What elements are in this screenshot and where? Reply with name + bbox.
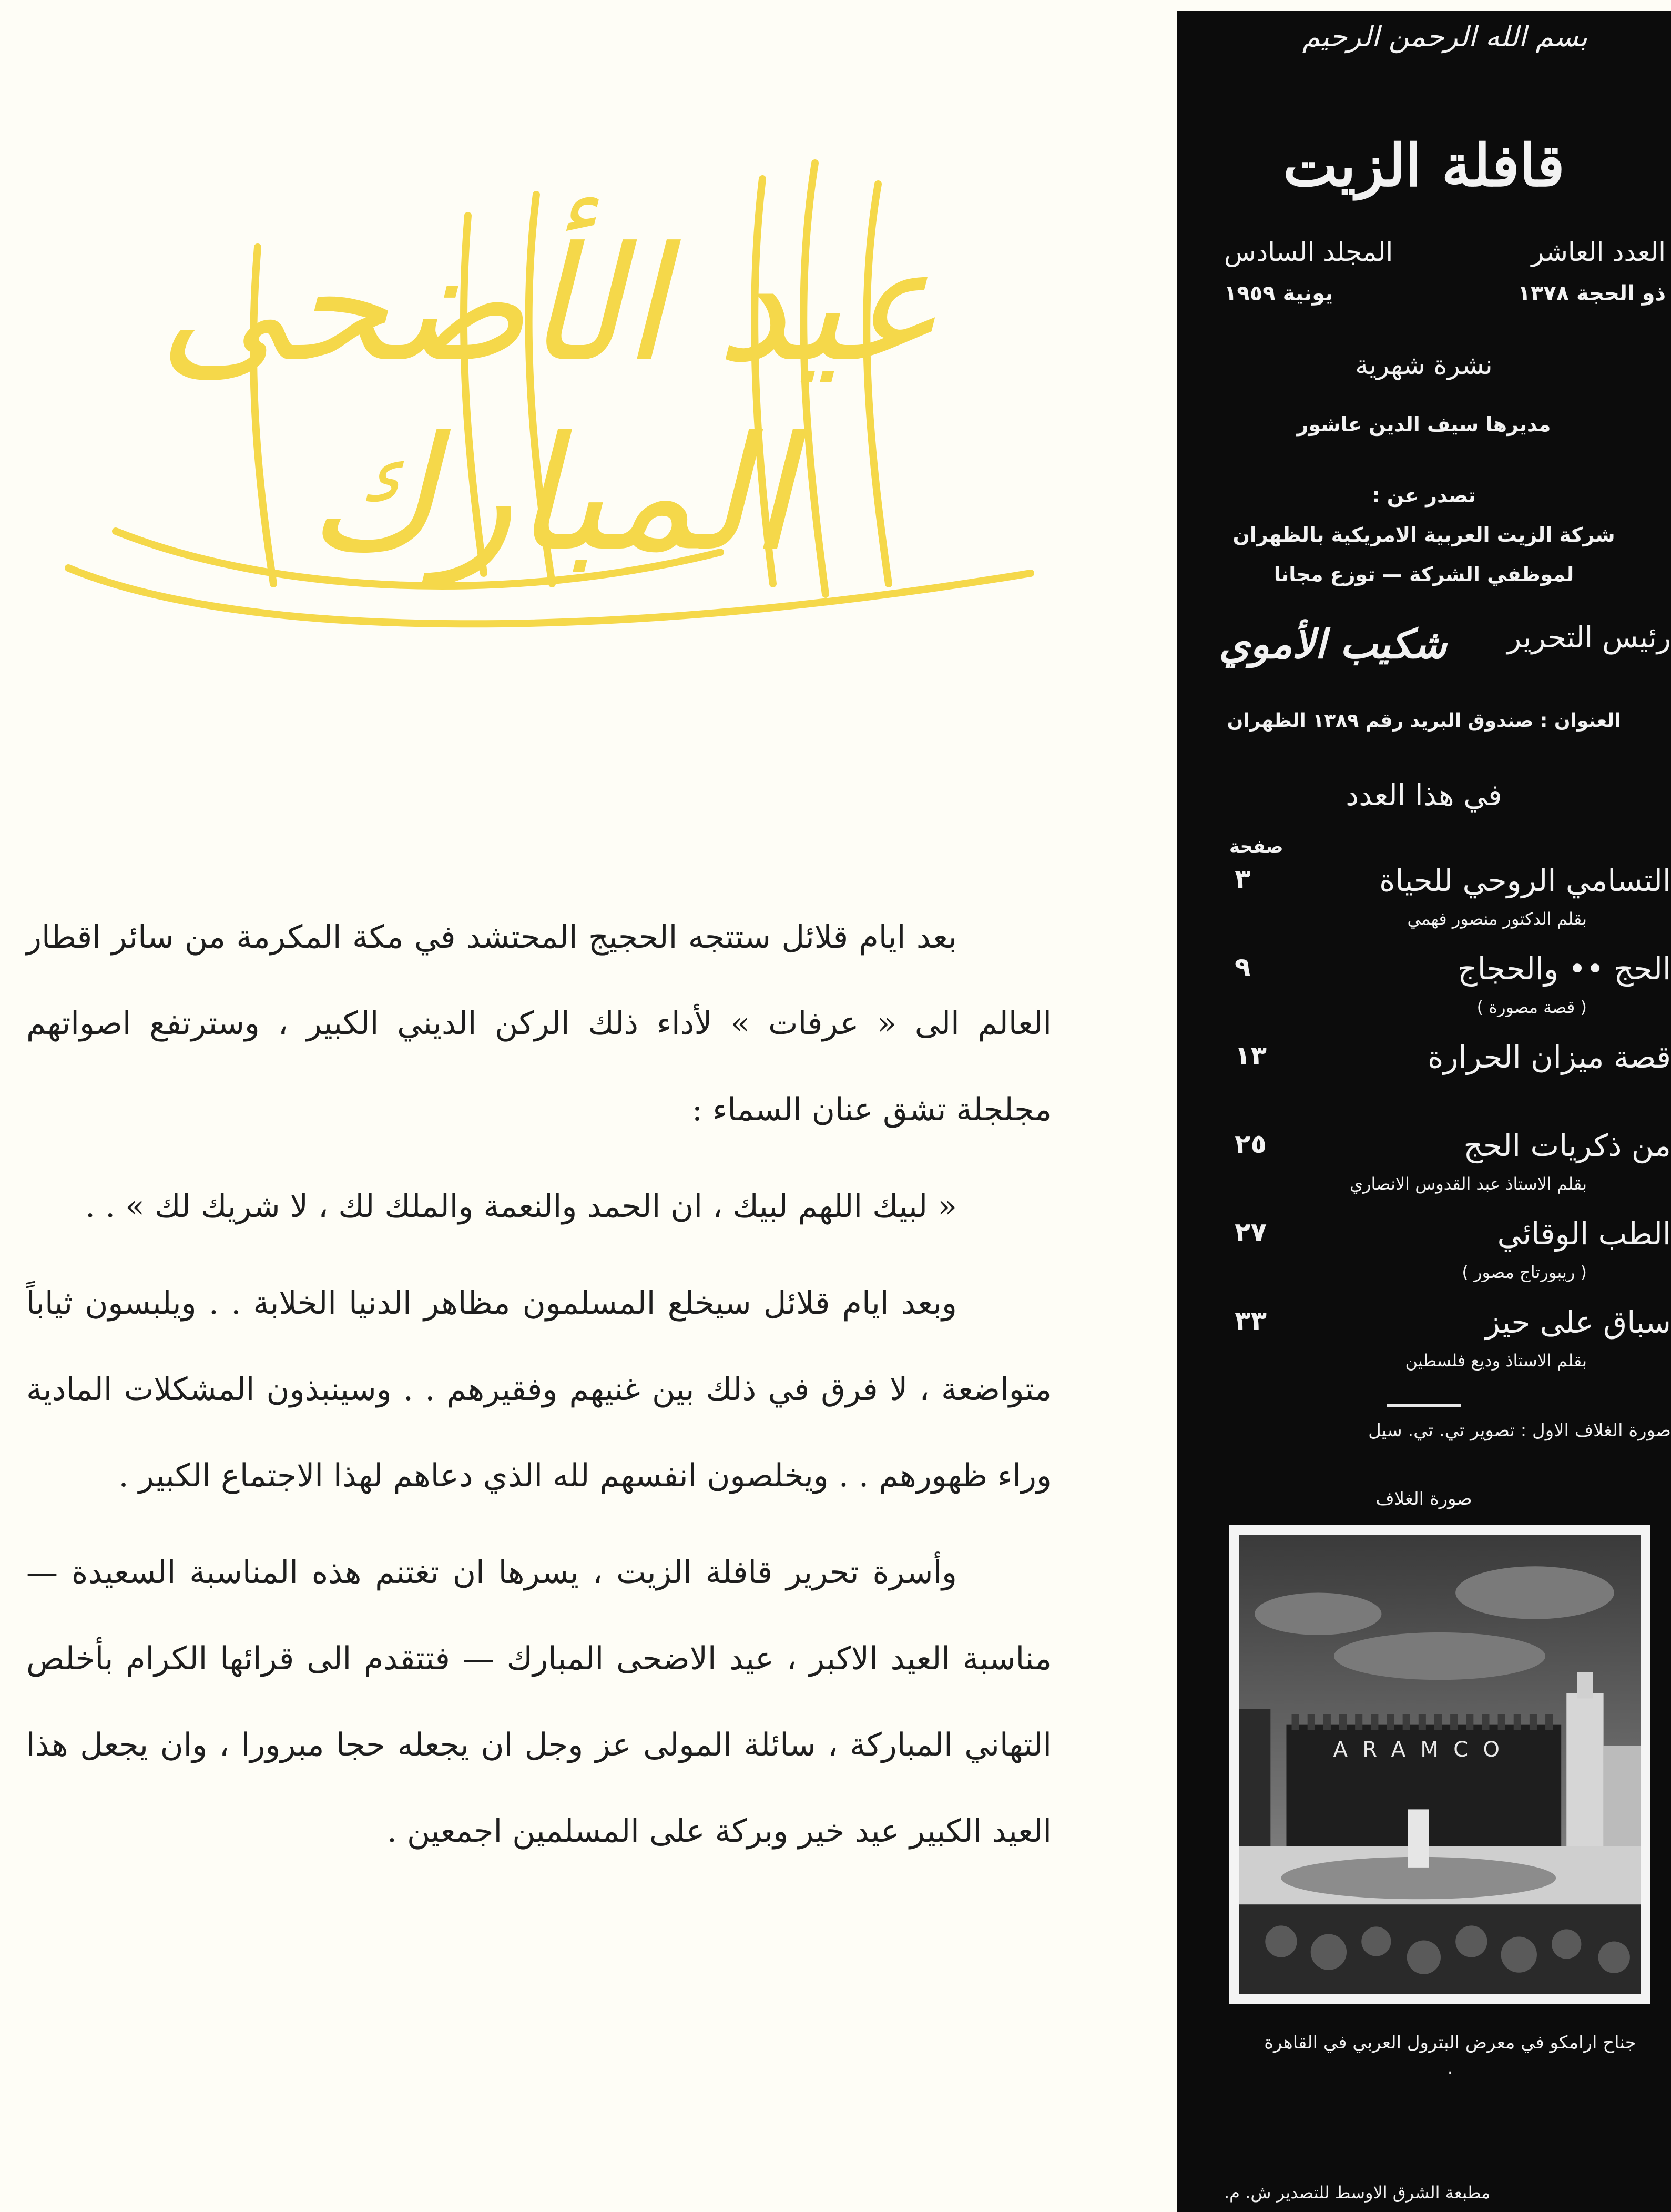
toc-page-number: ٢٥ — [1235, 1129, 1267, 1159]
publication-frequency: نشرة شهرية — [1355, 350, 1493, 380]
editorial-paragraph: بعد ايام قلائل ستتجه الحجيج المحتشد في مكة المكرمة من سائر اقطار العالم الى « عرفات » لأداء ذلك الركن الديني الكبير ، وسترتفع اصواتهم مجلجلة تشق عنان السماء : — [26, 919, 1052, 1128]
issued-from-label: تصدر عن : — [1372, 484, 1476, 507]
toc-item[interactable] — [1177, 1304, 1671, 1393]
editorial-paragraph: « لبيك اللهم لبيك ، ان الحمد والنعمة والملك لك ، لا شريك لك » . . — [85, 1188, 957, 1225]
calligraphy-flourish-icon — [37, 121, 1062, 678]
editorial-paragraph: وأسرة تحرير قافلة الزيت ، يسرها ان تغتنم هذه المناسبة السعيدة — مناسبة العيد الاكبر ، عيد الاضحى المبارك — فتتقدم الى قرائها الكرام بأخلص التهاني المباركة ، سائلة المولى عز وجل ان يجعله حجا مبرورا ، وان يجعل هذا العيد الكبير عيد خير وبركة على المسلمين اجمعين . — [26, 1554, 1052, 1850]
editor-label: رئيس التحرير — [1507, 621, 1671, 655]
greeting-title-text: عيد الأضحى المبارك — [158, 213, 941, 586]
masthead-column — [1177, 11, 1671, 2212]
gregorian-date: يونية ١٩٥٩ — [1224, 281, 1333, 306]
toc-title: الطب الوقائي — [1497, 1216, 1671, 1252]
date-line — [1177, 281, 1671, 306]
toc-item[interactable] — [1177, 1039, 1671, 1128]
printer-credit: مطبعة الشرق الاوسط للتصدير ش. م. — [1224, 2183, 1491, 2203]
toc-page-number: ٢٧ — [1235, 1217, 1267, 1247]
cover-photo-credit: صورة الغلاف الاول : تصوير تي. تي. سيل — [1368, 1420, 1671, 1441]
editorial-paragraph: وبعد ايام قلائل سيخلع المسلمون مظاهر الدنيا الخلابة . . ويلبسون ثياباً متواضعة ، لا فرق في ذلك بين غنيهم وفقيرهم . . وسينبذون المشكلات المادية وراء ظهورهم . . ويخلصون انفسهم لله الذي دعاهم لهذا الاجتماع الكبير . — [26, 1285, 1052, 1494]
toc-item[interactable] — [1177, 1216, 1671, 1304]
distribution-note: لموظفي الشركة — توزع مجانا — [1273, 563, 1574, 586]
issue-number: العدد العاشر — [1531, 237, 1666, 267]
toc-title: التسامي الروحي للحياة — [1379, 863, 1671, 898]
toc-page-number: ٣٣ — [1235, 1305, 1267, 1336]
aramco-sign: ARAMCO — [1333, 1737, 1515, 1762]
toc-subtitle: بقلم الاستاذ وديع فلسطين — [1405, 1351, 1587, 1371]
volume-number: المجلد السادس — [1224, 237, 1393, 267]
eid-greeting-calligraphy — [37, 121, 1062, 678]
cover-caption: جناح ارامكو في معرض البترول العربي في القاهرة . — [1264, 2032, 1636, 2078]
publisher-name: شركة الزيت العربية الامريكية بالظهران — [1232, 523, 1615, 546]
toc-item[interactable] — [1177, 1128, 1671, 1216]
cover-label: صورة الغلاف — [1375, 1488, 1472, 1509]
toc-subtitle: بقلم الاستاذ عبد القدوس الانصاري — [1349, 1174, 1587, 1194]
toc-subtitle: بقلم الدكتور منصور فهمي — [1407, 909, 1587, 929]
page-column-header: صفحة — [1229, 836, 1283, 857]
toc-title: الحج •• والحجاج — [1458, 951, 1671, 987]
toc-item[interactable] — [1177, 951, 1671, 1039]
toc-page-number: ٣ — [1235, 864, 1251, 894]
exhibition-photo-image — [1239, 1535, 1641, 1994]
hijri-date: ذو الحجة ١٣٧٨ — [1517, 281, 1666, 306]
editor-in-chief-line — [1177, 621, 1671, 667]
toc-page-number: ٩ — [1235, 952, 1251, 982]
basmala: بسم الله الرحمن الرحيم — [1302, 20, 1588, 53]
table-of-contents — [1177, 863, 1671, 1393]
toc-item[interactable] — [1177, 863, 1671, 951]
toc-divider — [1387, 1404, 1461, 1407]
director-name: مديرها سيف الدين عاشور — [1297, 413, 1551, 436]
toc-subtitle: ( ريبورتاج مصور ) — [1462, 1262, 1587, 1282]
in-this-issue-heading: في هذا العدد — [1346, 778, 1502, 813]
editorial-body — [26, 894, 1052, 1885]
toc-page-number: ١٣ — [1235, 1040, 1267, 1071]
toc-title: سباق على حيز — [1485, 1304, 1671, 1340]
postal-address: العنوان : صندوق البريد رقم ١٣٨٩ الظهران — [1227, 710, 1621, 732]
editor-name: شكيب الأموي — [1219, 621, 1447, 667]
toc-title: قصة ميزان الحرارة — [1427, 1039, 1671, 1075]
magazine-title: قافلة الزيت — [1283, 131, 1565, 199]
toc-title: من ذكريات الحج — [1463, 1128, 1671, 1163]
issue-line — [1177, 237, 1671, 267]
toc-subtitle: ( قصة مصورة ) — [1476, 997, 1587, 1017]
cover-photograph — [1229, 1525, 1650, 2004]
